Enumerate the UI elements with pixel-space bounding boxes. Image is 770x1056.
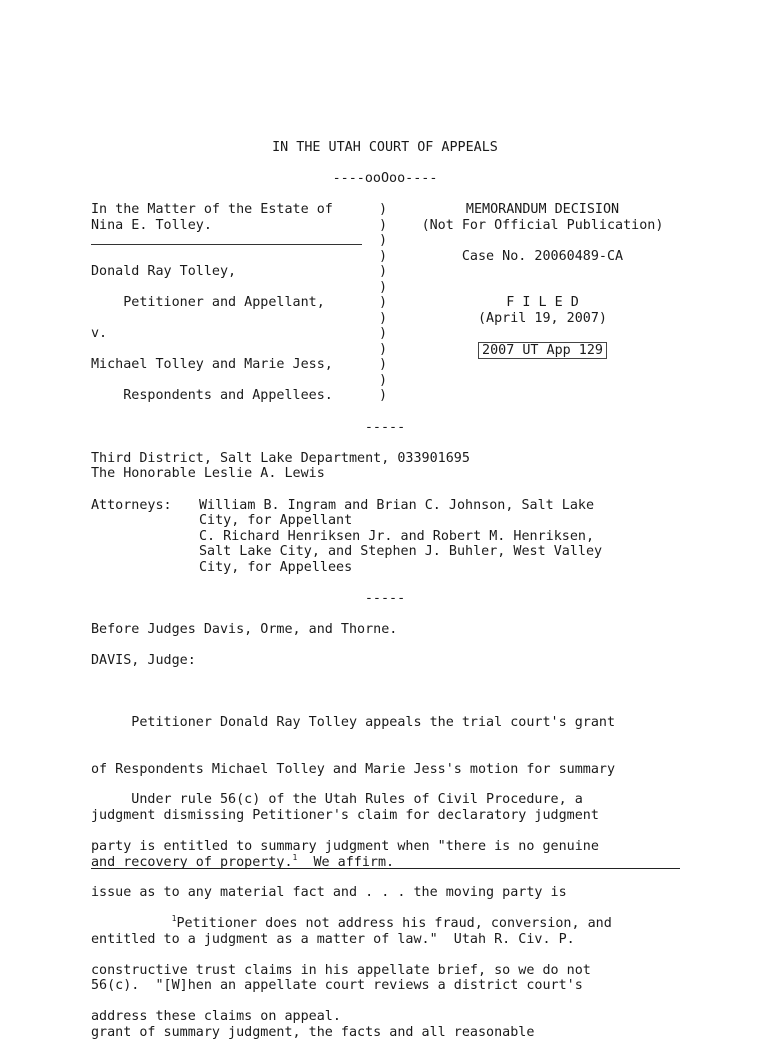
paren: ) (379, 357, 388, 372)
text-line: entitled to a judgment as a matter of law." Utah R. Civ. P. (91, 931, 575, 947)
paren: ) (379, 217, 388, 233)
caption-line (91, 311, 376, 327)
paren: ) (379, 202, 388, 217)
footnote-mark: 1 (171, 914, 177, 923)
caption-line: Michael Tolley and Marie Jess, (91, 357, 333, 372)
footnote (91, 885, 691, 1040)
footnote-ref[interactable]: 1 (292, 852, 298, 862)
text-line: grant of summary judgment, the facts and all reasonable (91, 1024, 535, 1040)
text-line: Petitioner Donald Ray Tolley appeals the trial court's grant (91, 715, 616, 730)
paren: ) (379, 248, 388, 264)
footnote-line: address these claims on appeal. (91, 1009, 341, 1024)
text-line: 56(c). "[W]hen an appellate court reviews a district court's (91, 978, 583, 993)
text-line: of Respondents Michael Tolley and Marie Jess's motion for summary (91, 761, 616, 777)
filed-label: F I L E D (506, 295, 579, 310)
caption-line: Donald Ray Tolley, (91, 264, 237, 279)
text-line-start: and recovery of property. (91, 854, 293, 870)
footnote-text: Petitioner does not address his fraud, conversion, and (176, 916, 612, 931)
attorney-line: William B. Ingram and Brian C. Johnson, Salt Lake (199, 498, 595, 513)
text-line: Under rule 56(c) of the Utah Rules of Civil Procedure, a (91, 792, 583, 807)
caption-line: Petitioner and Appellant, (91, 295, 325, 310)
footnote-divider (91, 868, 680, 869)
judge-line: The Honorable Leslie A. Lewis (91, 466, 325, 481)
paren: ) (379, 233, 388, 248)
separator: ----- (364, 420, 406, 435)
paren: ) (379, 341, 388, 357)
text-line: issue as to any material fact and . . . the moving party is (91, 885, 567, 900)
separator: ----- (364, 591, 406, 606)
caption-line (91, 280, 376, 296)
paren: ) (379, 310, 388, 326)
case-caption-info (400, 202, 685, 359)
caption-line: In the Matter of the Estate of (91, 202, 333, 217)
footnote-line (91, 916, 691, 932)
paren: ) (379, 295, 388, 310)
caption-line (91, 249, 376, 265)
caption-parens (379, 202, 387, 404)
text-line: judgment dismissing Petitioner's claim for declaratory judgment (91, 808, 599, 823)
attorney-line: City, for Appellant (199, 513, 353, 528)
caption-line (91, 233, 376, 249)
caption-underline (91, 244, 362, 245)
case-caption-parties (91, 202, 376, 404)
publication-status: (Not For Official Publication) (421, 217, 664, 233)
court-title: IN THE UTAH COURT OF APPEALS (272, 140, 498, 155)
paren: ) (379, 264, 388, 279)
caption-line (91, 373, 376, 389)
caption-line: v. (91, 326, 108, 341)
text-line: party is entitled to summary judgment when "there is no genuine (91, 838, 599, 854)
attorney-line: Salt Lake City, and Stephen J. Buhler, West Valley (199, 544, 603, 559)
case-number: Case No. 20060489-CA (461, 248, 624, 264)
paren: ) (379, 388, 388, 403)
caption-line (91, 342, 376, 358)
paren: ) (379, 372, 388, 388)
ornament-divider: ----ooOoo---- (332, 171, 438, 186)
attorneys-label: Attorneys: (91, 498, 172, 513)
citation-box: 2007 UT App 129 (478, 342, 607, 359)
decision-type: MEMORANDUM DECISION (465, 202, 620, 217)
text-line-end: We affirm. (297, 854, 395, 870)
attorney-line: C. Richard Henriksen Jr. and Robert M. Henriksen, (199, 529, 595, 544)
paren: ) (379, 279, 388, 295)
opinion-author: DAVIS, Judge: (91, 653, 196, 668)
paren: ) (379, 326, 388, 341)
attorney-line: City, for Appellees (199, 560, 353, 575)
caption-line: Respondents and Appellees. (91, 388, 333, 403)
filed-date: (April 19, 2007) (478, 310, 607, 326)
panel-judges: Before Judges Davis, Orme, and Thorne. (91, 622, 398, 637)
district-line: Third District, Salt Lake Department, 033901695 (91, 451, 470, 466)
footnote-line: constructive trust claims in his appellate brief, so we do not (91, 962, 591, 978)
caption-line: Nina E. Tolley. (91, 217, 212, 233)
